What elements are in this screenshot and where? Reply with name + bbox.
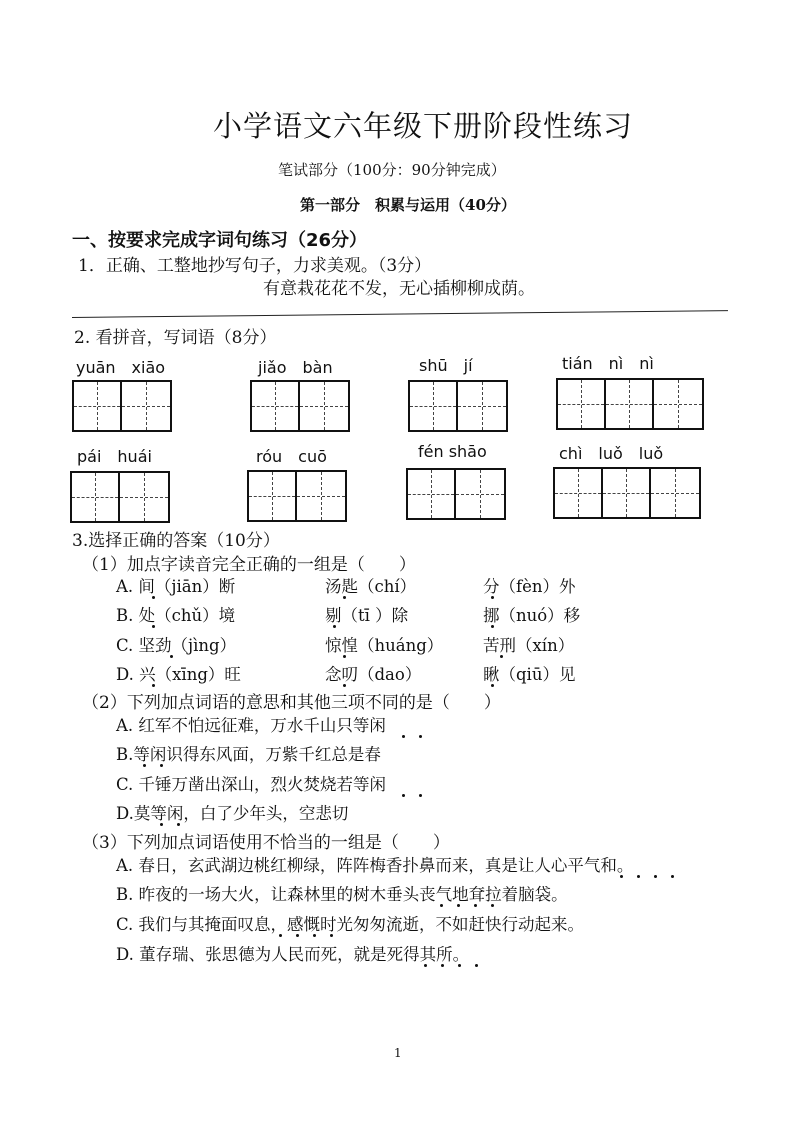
char-cell[interactable] [122, 382, 170, 430]
emphasis-dot [343, 655, 346, 658]
emphasis-dot [160, 823, 163, 826]
char-box-group[interactable] [553, 467, 701, 519]
emphasis-dot [152, 684, 155, 687]
option-b: B. 昨夜的一场大火，让森林里的树木垂头丧气地耷拉着脑袋。 [116, 885, 568, 904]
char-cell[interactable] [252, 382, 300, 430]
option-d-col2: 念叨（dao） [325, 665, 422, 684]
char-box-group[interactable] [247, 470, 347, 522]
emphasis-dot [419, 794, 422, 797]
emphasis-dot [475, 964, 478, 967]
option-d-col3: 瞅（qiū）见 [483, 665, 576, 684]
emphasis-dot [279, 934, 282, 937]
option-b-col3: 挪（nuó）移 [483, 606, 581, 625]
part-heading: 第一部分 积累与运用（40分） [300, 196, 516, 214]
emphasis-dot [491, 904, 494, 907]
emphasis-dot [424, 964, 427, 967]
char-cell[interactable] [458, 382, 506, 430]
option-b-col2: 剔（tī ）除 [325, 606, 409, 625]
char-cell[interactable] [74, 382, 122, 430]
emphasis-dot [152, 625, 155, 628]
emphasis-dot [620, 875, 623, 878]
emphasis-dot [296, 934, 299, 937]
option-a: A. 红军不怕远征难，万水千山只等闲 [116, 716, 386, 735]
section-heading: 一、按要求完成字词句练习（26分） [72, 230, 368, 251]
emphasis-dot [313, 934, 316, 937]
option-c-col1: C. 坚劲（jìng） [116, 636, 237, 655]
char-cell[interactable] [249, 472, 297, 520]
sub-question-2: （2）下列加点词语的意思和其他三项不同的是（ ） [82, 693, 501, 713]
sub-question-1: （1）加点字读音完全正确的一组是（ ） [82, 555, 416, 575]
emphasis-dot [333, 625, 336, 628]
emphasis-dot [402, 735, 405, 738]
sub-question-3: （3）下列加点词语使用不恰当的一组是（ ） [82, 833, 450, 853]
char-cell[interactable] [606, 380, 654, 428]
copy-sentence: 有意栽花花不发，无心插柳柳成荫。 [263, 279, 535, 299]
option-c: C. 我们与其掩面叹息，感慨时光匆匆流逝，不如赶快行动起来。 [116, 915, 585, 934]
emphasis-dot [177, 823, 180, 826]
char-cell[interactable] [297, 472, 345, 520]
char-cell[interactable] [300, 382, 348, 430]
char-cell[interactable] [555, 469, 603, 517]
pinyin-label: jiǎo bàn [258, 358, 333, 377]
emphasis-dot [671, 875, 674, 878]
emphasis-dot [491, 684, 494, 687]
emphasis-dot [330, 934, 333, 937]
char-cell[interactable] [456, 470, 504, 518]
emphasis-dot [152, 596, 155, 599]
pinyin-label: tián nì nì [562, 354, 654, 373]
question-1: 1．正确、工整地抄写句子，力求美观。（3分） [78, 256, 432, 276]
option-b-col1: B. 处（chǔ）境 [116, 606, 236, 625]
emphasis-dot [457, 904, 460, 907]
page-title: 小学语文六年级下册阶段性练习 [213, 109, 634, 143]
option-a: A. 春日，玄武湖边桃红柳绿，阵阵梅香扑鼻而来，真是让人心平气和。 [116, 856, 634, 875]
char-cell[interactable] [651, 469, 699, 517]
char-box-group[interactable] [408, 380, 508, 432]
emphasis-dot [637, 875, 640, 878]
page-number: 1 [394, 1046, 402, 1060]
pinyin-label: chì luǒ luǒ [559, 444, 664, 463]
char-cell[interactable] [120, 473, 168, 521]
emphasis-dot [402, 794, 405, 797]
question-3: 3.选择正确的答案（10分） [72, 531, 280, 551]
exam-subtitle: 笔试部分（100分：90分钟完成） [278, 161, 506, 179]
emphasis-dot [440, 904, 443, 907]
pinyin-label: pái huái [77, 447, 152, 466]
pinyin-label: shū jí [419, 356, 473, 375]
emphasis-dot [491, 625, 494, 628]
char-box-group[interactable] [406, 468, 506, 520]
char-cell[interactable] [72, 473, 120, 521]
emphasis-dot [343, 684, 346, 687]
option-c-col3: 苦刑（xín） [483, 636, 575, 655]
emphasis-dot [170, 655, 173, 658]
emphasis-dot [500, 655, 503, 658]
option-d: D.莫等闲，白了少年头，空悲切 [116, 804, 349, 823]
option-a-col1: A. 间（jiān）断 [116, 577, 236, 596]
char-cell[interactable] [558, 380, 606, 428]
char-cell[interactable] [654, 380, 702, 428]
char-box-group[interactable] [556, 378, 704, 430]
emphasis-dot [441, 964, 444, 967]
pinyin-label: fén shāo [418, 442, 487, 461]
emphasis-dot [343, 596, 346, 599]
option-b: B.等闲识得东风面，万紫千红总是春 [116, 745, 381, 764]
pinyin-label: róu cuō [256, 447, 327, 466]
char-box-group[interactable] [70, 471, 170, 523]
option-d: D. 董存瑞、张思德为人民而死，就是死得其所。 [116, 945, 470, 964]
char-cell[interactable] [410, 382, 458, 430]
char-cell[interactable] [603, 469, 651, 517]
option-a-col3: 分（fèn）外 [483, 577, 576, 596]
emphasis-dot [654, 875, 657, 878]
option-c-col2: 惊惶（huáng） [325, 636, 444, 655]
emphasis-dot [143, 764, 146, 767]
emphasis-dot [458, 964, 461, 967]
option-d-col1: D. 兴（xīng）旺 [116, 665, 241, 684]
char-box-group[interactable] [250, 380, 350, 432]
emphasis-dot [419, 735, 422, 738]
question-2: 2. 看拼音，写词语（8分） [74, 328, 277, 348]
char-box-group[interactable] [72, 380, 172, 432]
option-c: C. 千锤万凿出深山，烈火焚烧若等闲 [116, 775, 387, 794]
emphasis-dot [474, 904, 477, 907]
writing-line[interactable] [72, 310, 728, 318]
option-a-col2: 汤匙（chí） [325, 577, 417, 596]
pinyin-label: yuān xiāo [76, 358, 166, 377]
char-cell[interactable] [408, 470, 456, 518]
emphasis-dot [160, 764, 163, 767]
emphasis-dot [491, 596, 494, 599]
